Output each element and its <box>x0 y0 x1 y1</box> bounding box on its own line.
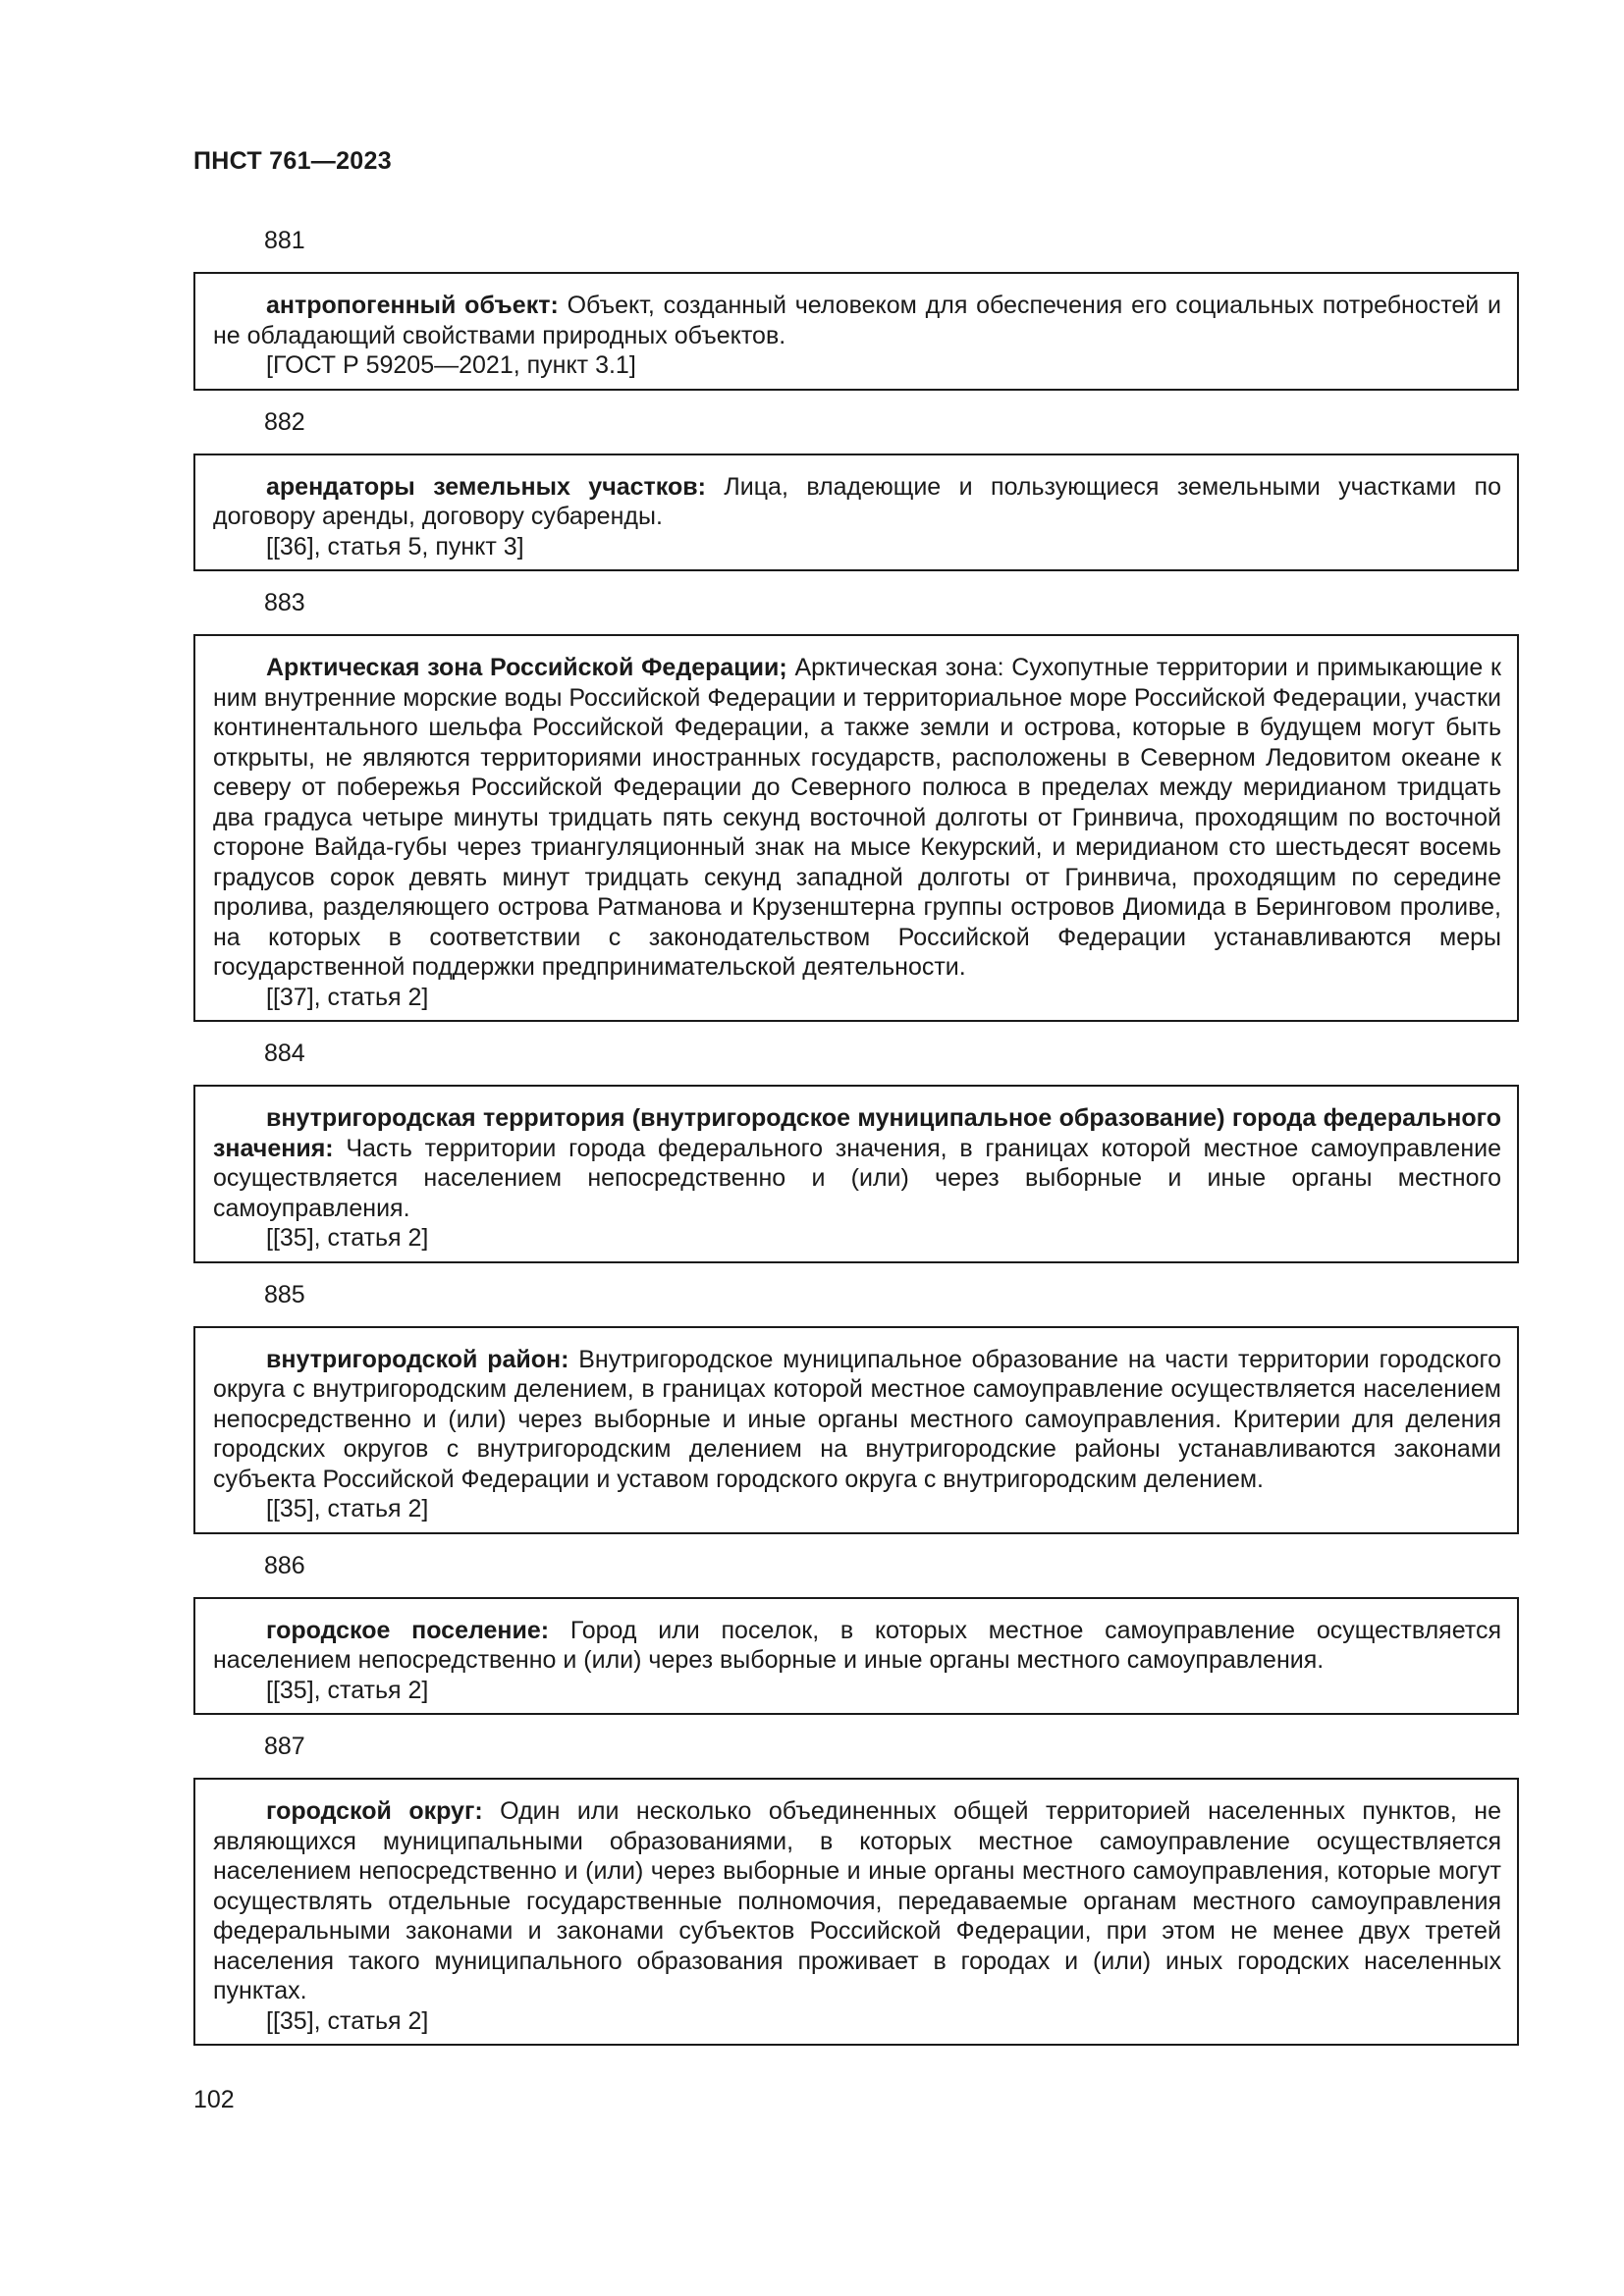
term-entry <box>193 634 1519 1022</box>
term-entry <box>193 1778 1519 2046</box>
term-entry <box>193 454 1519 572</box>
term-entry <box>193 1085 1519 1263</box>
entry-number: 881 <box>264 227 305 254</box>
entry-text: Внутригородское муниципальное образование на части территории городского округа с внутригородским делением, в границах которой местное самоуправление осуществляется населением непосредственно и (или) через выборные и иные органы местного самоуправления. Критерии для деления городских округов с внутригородским делением на внутригородские районы устанавливаются законами субъекта Российской Федерации и уставом городского округа с внутригородским делением. <box>213 1345 1501 1493</box>
entry-source: [[36], статья 5, пункт 3] <box>266 532 524 561</box>
entry-term: арендаторы земельных участков: <box>266 472 706 501</box>
entry-source: [[35], статья 2] <box>266 1224 429 1252</box>
entry-definition <box>213 291 1501 350</box>
entry-number: 883 <box>264 589 305 616</box>
term-entry <box>193 1326 1519 1534</box>
page-number: 102 <box>193 2086 235 2113</box>
entry-text: Арктическая зона: Сухопутные территории и примыкающие к ним внутренние морские воды Российской Федерации и территориальное море Российской Федерации, участки континентального шельфа Российской Федерации, а также земли и острова, которые в будущем могут быть открыты, не являются территориями иностранных государств, расположены в Северном Ледовитом океане к северу от побережья Российской Федерации до Северного полюса в пределах между меридианом тридцать два градуса четыре минуты тридцать пять секунд восточной долготы от Гринвича, проходящим по восточной стороне Вайда-губы через триангуляционный знак на мысе Кекурский, и меридианом сто шестьдесят восемь градусов сорок девять минут тридцать секунд западной долготы от Гринвича, проходящим по середине пролива, разделяющего острова Ратманова и Крузенштерна группы островов Диомида в Беринговом проливе, на которых в соответствии с законодательством Российской Федерации устанавливаются меры государственной поддержки предпринимательской деятельности. <box>213 654 1501 981</box>
entry-term: городской округ: <box>266 1797 483 1825</box>
entry-text: Город или поселок, в которых местное самоуправление осуществляется населением непосредственно и (или) через выборные и иные органы местного самоуправления. <box>213 1616 1501 1674</box>
entry-number: 882 <box>264 407 305 436</box>
entry-text: Один или несколько объединенных общей территорией населенных пунктов, не являющихся муниципальными образованиями, в которых местное самоуправление осуществляется населением непосредственно и (или) через выборные и иные органы местного самоуправления, которые могут осуществлять отдельные государственные полномочия, передаваемые органам местного самоуправления федеральными законами и законами субъектов Российской Федерации, при этом не менее двух третей населения такого муниципального образования проживает в городах и (или) иных городских населенных пунктах. <box>213 1797 1501 2004</box>
entry-number: 887 <box>264 1733 305 1760</box>
entry-text: Часть территории города федерального значения, в границах которой местное самоуправление осуществляется населением непосредственно и (или) через выборные и иные органы местного самоуправления. <box>213 1134 1501 1222</box>
entry-term: Арктическая зона Российской Федерации; <box>266 654 787 681</box>
entry-number: 886 <box>264 1551 305 1579</box>
entry-definition <box>213 472 1501 532</box>
term-entry <box>193 272 1519 391</box>
entry-definition <box>213 653 1501 983</box>
entry-term: городское поселение: <box>266 1616 550 1644</box>
entry-definition <box>213 1345 1501 1495</box>
entry-number: 884 <box>264 1040 305 1067</box>
entry-term: внутригородской район: <box>266 1345 569 1373</box>
document-code: ПНСТ 761—2023 <box>193 147 392 175</box>
entry-source: [[35], статья 2] <box>266 2006 429 2035</box>
entry-source: [[35], статья 2] <box>266 1676 429 1704</box>
term-entry <box>193 1597 1519 1716</box>
entry-number: 885 <box>264 1280 305 1308</box>
entry-source: [[35], статья 2] <box>266 1495 429 1522</box>
entry-definition <box>213 1103 1501 1223</box>
entry-definition <box>213 1796 1501 2006</box>
entry-source: [ГОСТ Р 59205—2021, пункт 3.1] <box>266 351 636 379</box>
entry-text: Лица, владеющие и пользующиеся земельными участками по договору аренды, договору субаренды. <box>213 472 1501 530</box>
entry-term: антропогенный объект: <box>266 292 559 319</box>
entry-term: внутригородская территория (внутригородское муниципальное образование) города федерального значения: <box>213 1104 1501 1162</box>
terms-list <box>193 226 1519 2062</box>
entry-text: Объект, созданный человеком для обеспечения его социальных потребностей и не обладающий свойствами природных объектов. <box>213 292 1502 349</box>
entry-definition <box>213 1616 1501 1676</box>
entry-source: [[37], статья 2] <box>266 983 429 1011</box>
